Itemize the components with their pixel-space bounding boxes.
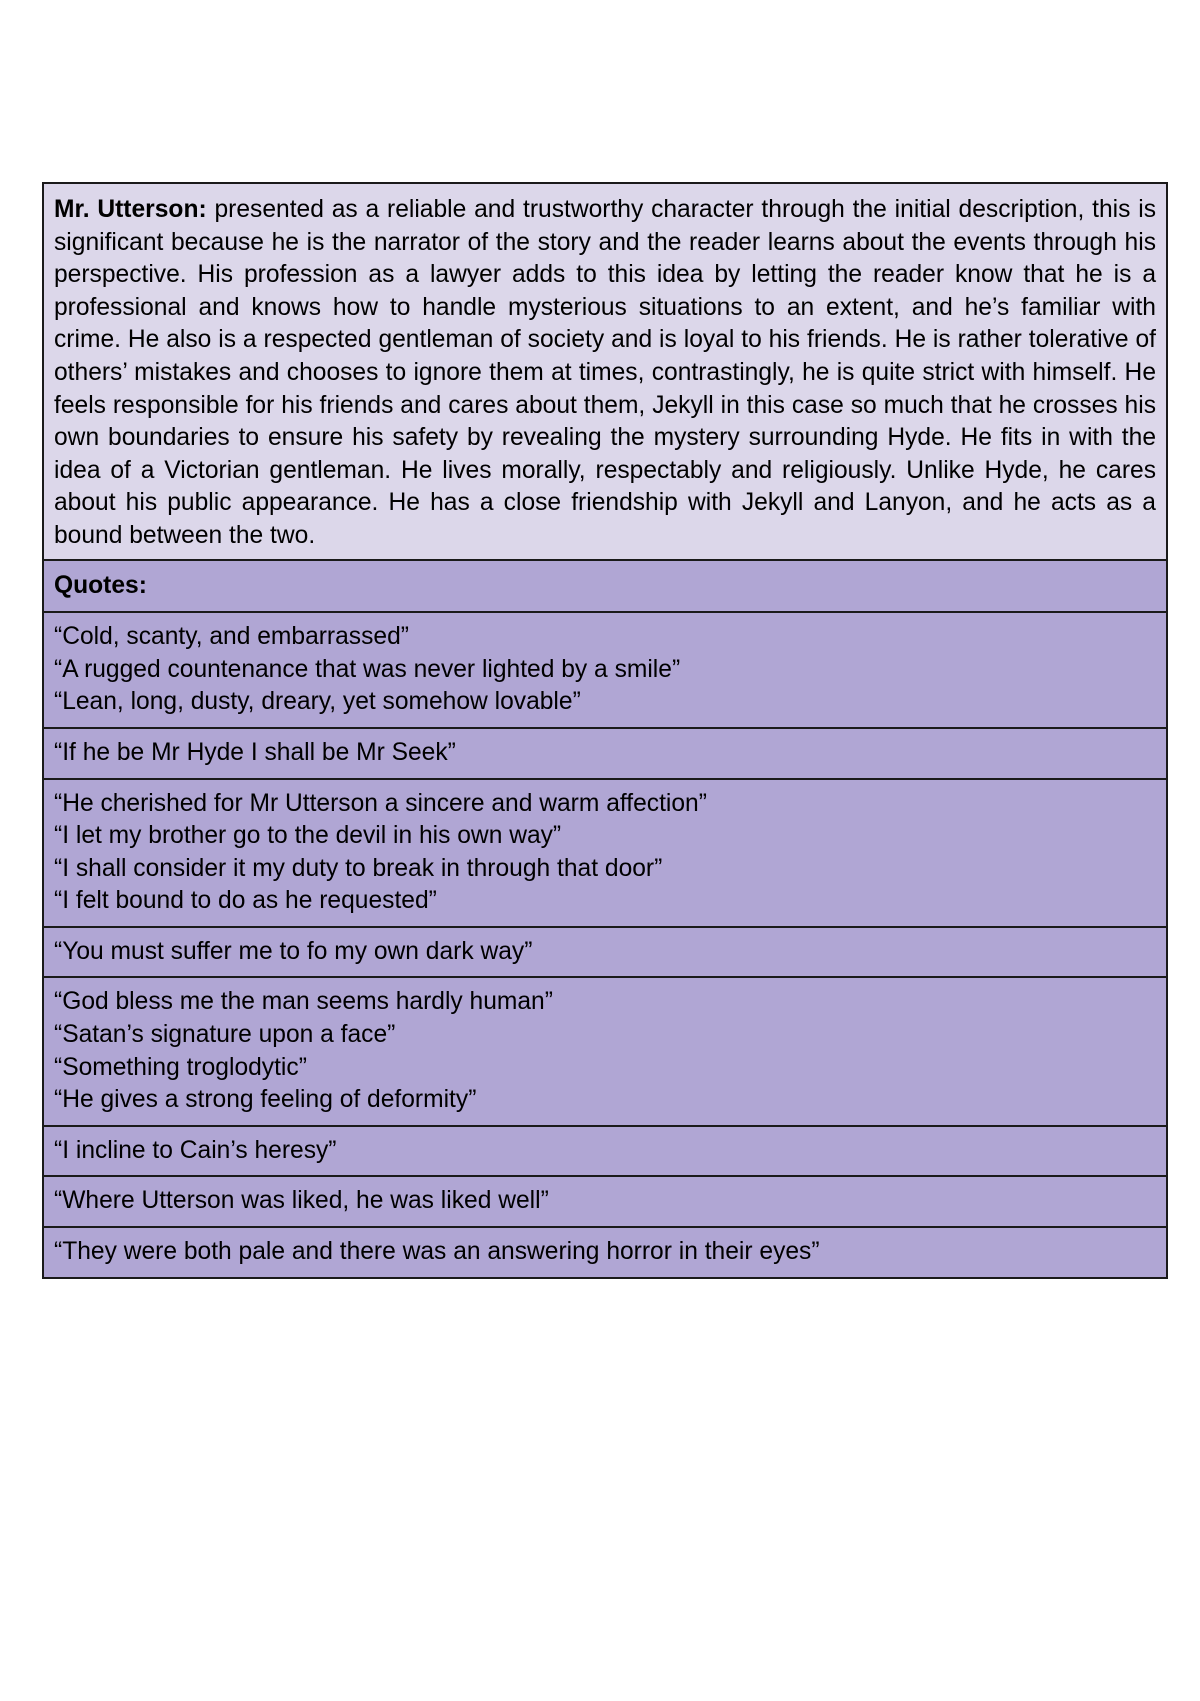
quote-line: “If he be Mr Hyde I shall be Mr Seek” — [54, 738, 456, 766]
character-name-label: Mr. Utterson: — [54, 196, 207, 223]
quote-line: “He cherished for Mr Utterson a sincere and warm affection” — [54, 789, 707, 817]
quote-line: “I felt bound to do as he requested” — [54, 887, 437, 915]
quote-line: “You must suffer me to fo my own dark way” — [54, 937, 533, 965]
quote-group-6 — [44, 1127, 1166, 1178]
quote-line: “Something troglodytic” — [54, 1053, 307, 1081]
quote-group-4 — [44, 928, 1166, 979]
character-description-cell — [44, 184, 1166, 561]
quote-group-1 — [44, 613, 1166, 729]
character-notes-table — [42, 182, 1168, 1279]
character-description-text: presented as a reliable and trustworthy character through the initial description, this is significant because he is the narrator of the story and the reader learns about the events through his perspective. His profession as a lawyer adds to this idea by letting the reader know that he is a professional and knows how to handle mysterious situations to an extent, and he’s familiar with crime. He also is a respected gentleman of society and is loyal to his friends. He is rather tolerative of others’ mistakes and chooses to ignore them at times, contrastingly, he is quite strict with himself. He feels responsible for his friends and cares about them, Jekyll in this case so much that he crosses his own boundaries to ensure his safety by revealing the mystery surrounding Hyde. He fits in with the idea of a Victorian gentleman. He lives morally, respectably and religiously. Unlike Hyde, he cares about his public appearance. He has a close friendship with Jekyll and Lanyon, and he acts as a bound between the two. — [54, 196, 1156, 549]
quote-line: “I incline to Cain’s heresy” — [54, 1136, 337, 1164]
quote-group-3 — [44, 780, 1166, 928]
quote-line: “They were both pale and there was an answering horror in their eyes” — [54, 1238, 820, 1266]
quote-line: “I let my brother go to the devil in his own way” — [54, 822, 562, 850]
quote-group-5 — [44, 978, 1166, 1126]
quote-line: “Satan’s signature upon a face” — [54, 1021, 396, 1049]
quote-line: “Cold, scanty, and embarrassed” — [54, 623, 409, 651]
quote-line: “He gives a strong feeling of deformity” — [54, 1086, 477, 1114]
quote-line: “I shall consider it my duty to break in through that door” — [54, 854, 663, 882]
quote-group-2 — [44, 729, 1166, 780]
quote-group-7 — [44, 1177, 1166, 1228]
quote-group-8 — [44, 1228, 1166, 1277]
quote-line: “God bless me the man seems hardly human” — [54, 988, 553, 1016]
quotes-header-cell — [44, 561, 1166, 614]
quote-line: “A rugged countenance that was never lighted by a smile” — [54, 655, 681, 683]
quotes-header-label: Quotes: — [54, 571, 147, 599]
quote-line: “Lean, long, dusty, dreary, yet somehow lovable” — [54, 688, 581, 716]
quote-line: “Where Utterson was liked, he was liked well” — [54, 1187, 549, 1215]
